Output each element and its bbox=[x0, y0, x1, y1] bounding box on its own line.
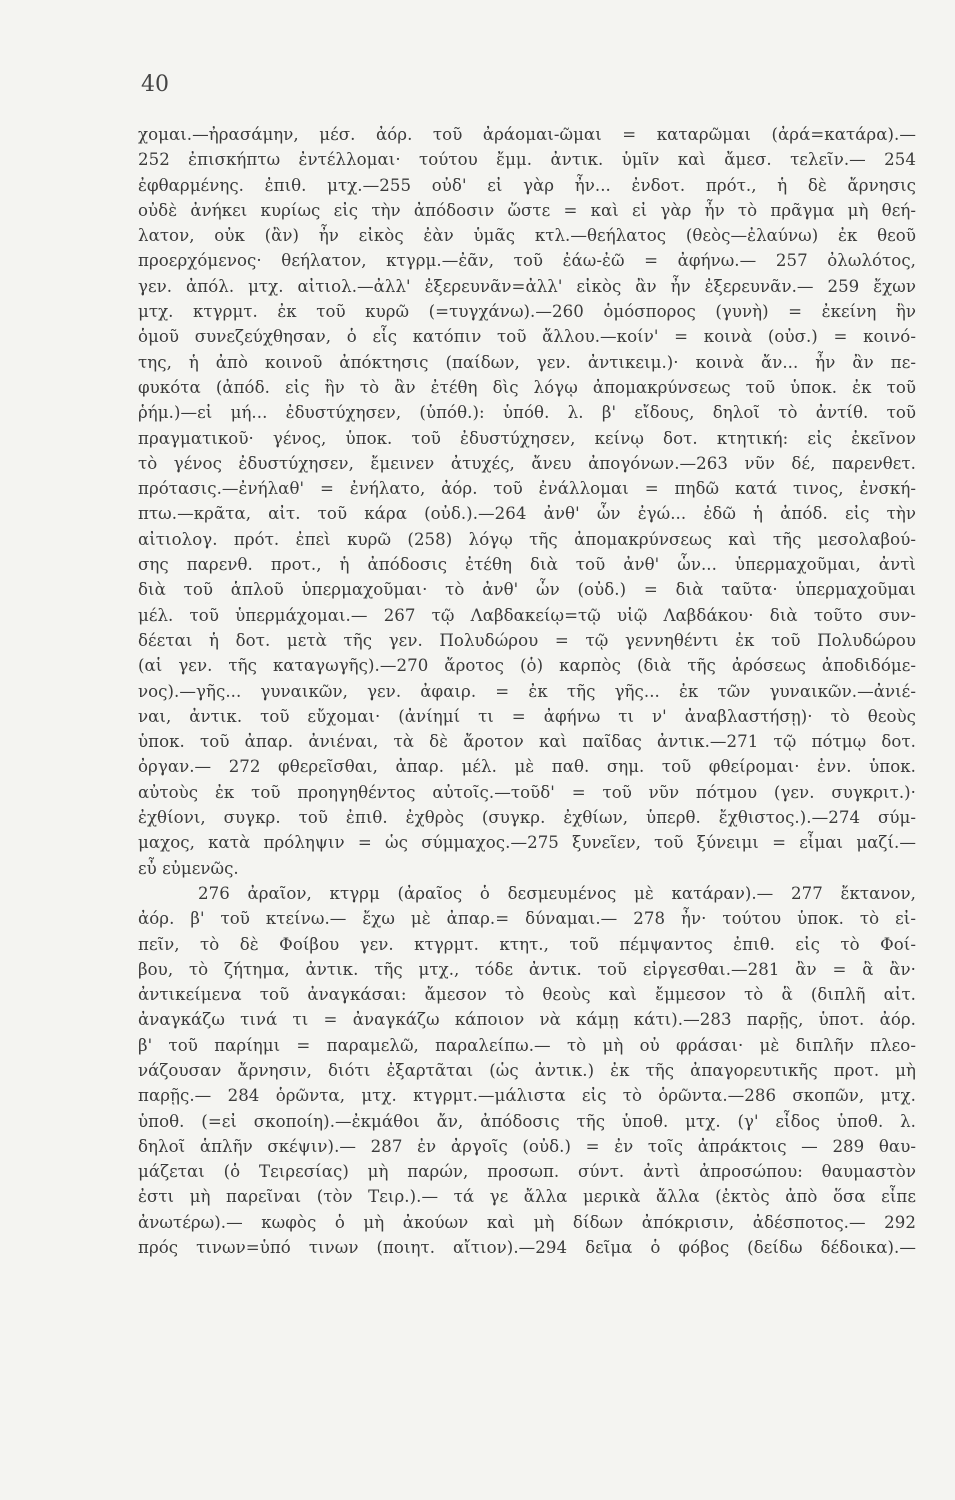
text-line: ὀργαν.— 272 φθερεῖσθαι, ἀπαρ. μέλ. μὲ παθ. σημ. τοῦ φθείρομαι· ἐνν. ὑποκ. bbox=[138, 757, 916, 777]
text-line: μτχ. κτγρμτ. ἐκ τοῦ κυρῶ (=τυγχάνω).—260 ὁμόσπορος (γυνὴ) = ἐκείνη ἣν bbox=[138, 302, 916, 322]
text-line: ἀόρ. β' τοῦ κτείνω.— ἔχω μὲ ἀπαρ.= δύναμαι.— 278 ἦν· τούτου ὑποκ. τὸ εἰ- bbox=[138, 909, 916, 929]
text-line: παρῇς.— 284 ὁρῶντα, μτχ. κτγρμτ.—μάλιστα εἰς τὸ ὁρῶντα.—286 σκοπῶν, μτχ. bbox=[138, 1086, 916, 1106]
text-line: (αἱ γεν. τῆς καταγωγῆς).—270 ἄροτος (ὁ) καρπὸς (διὰ τῆς ἀρόσεως ἀποδιδόμε- bbox=[138, 656, 916, 676]
text-line: β' τοῦ παρίημι = παραμελῶ, παραλείπω.— τὸ μὴ οὐ φράσαι· μὲ διπλῆν πλεο- bbox=[138, 1035, 916, 1055]
text-line: ἐχθίονι, συγκρ. τοῦ ἐπιθ. ἐχθρὸς (συγκρ. ἐχθίων, ὑπερθ. ἔχθιστος.).—274 σύμ- bbox=[138, 808, 916, 828]
text-line: αἰτιολογ. πρότ. ἐπεὶ κυρῶ (258) λόγῳ τῆς ἀπομακρύνσεως καὶ τῆς μεσολαβού- bbox=[138, 529, 916, 549]
text-line: νος).—γῆς... γυναικῶν, γεν. ἀφαιρ. = ἐκ τῆς γῆς... ἐκ τῶν γυναικῶν.—ἀνιέ- bbox=[138, 681, 916, 701]
text-line: τὸ γένος ἐδυστύχησεν, ἔμεινεν ἀτυχές, ἄνευ ἀπογόνων.—263 νῦν δέ, παρενθετ. bbox=[138, 453, 916, 473]
text-line: βου, τὸ ζήτημα, ἀντικ. τῆς μτχ., τόδε ἀντικ. τοῦ εἰργεσθαι.—281 ἂν = ἃ ἂν· bbox=[138, 959, 916, 979]
text-line: οὐδὲ ἀνήκει κυρίως εἰς τὴν ἀπόδοσιν ὥστε = καὶ εἰ γὰρ ἦν τὸ πρᾶγμα μὴ θεή- bbox=[138, 200, 916, 220]
text-line: ῥήμ.)—εἰ μή... ἐδυστύχησεν, (ὑπόθ.): ὑπόθ. λ. β' εἴδους, δηλοῖ τὸ ἀντίθ. τοῦ bbox=[138, 403, 916, 423]
text-line: ναι, ἀντικ. τοῦ εὔχομαι· (ἀνίημί τι = ἀφήνω τι ν' ἀναβλαστήσῃ)· τὸ θεοὺς bbox=[138, 706, 916, 726]
text-line: της, ἡ ἀπὸ κοινοῦ ἀπόκτησις (παίδων, γεν. ἀντικειμ.)· κοινὰ ἄν... ἦν ἂν πε- bbox=[138, 352, 916, 372]
text-line: πτω.—κρᾶτα, αἰτ. τοῦ κάρα (οὐδ.).—264 ἀνθ' ὧν ἐγώ... ἐδῶ ἡ ἀπόδ. εἰς τὴν bbox=[138, 504, 916, 524]
text-line: αὐτοὺς ἐκ τοῦ προηγηθέντος αὐτοῖς.—τοῦδ' = τοῦ νῦν πότμου (γεν. συγκριτ.)· bbox=[138, 782, 916, 802]
text-line: εὖ εὐμενῶς. bbox=[138, 858, 239, 878]
text-line: διὰ τοῦ ἁπλοῦ ὑπερμαχοῦμαι· τὸ ἀνθ' ὧν (οὐδ.) = διὰ ταῦτα· ὑπερμαχοῦμαι bbox=[138, 580, 916, 600]
commentary-text bbox=[138, 122, 916, 1260]
text-line: δέεται ἡ δοτ. μετὰ τῆς γεν. Πολυδώρου = τῷ γεννηθέντι ἐκ τοῦ Πολυδώρου bbox=[138, 630, 916, 650]
text-line: μέλ. τοῦ ὑπερμάχομαι.— 267 τῷ Λαβδακείῳ=τῷ υἱῷ Λαβδάκου· διὰ τοῦτο συν- bbox=[138, 605, 916, 625]
text-line: 252 ἐπισκήπτω ἐντέλλομαι· τούτου ἔμμ. ἀντικ. ὑμῖν καὶ ἄμεσ. τελεῖν.— 254 bbox=[138, 150, 916, 170]
text-line: μαχος, κατὰ πρόληψιν = ὡς σύμμαχος.—275 ξυνεῖεν, τοῦ ξύνειμι = εἶμαι μαζί.— bbox=[138, 833, 916, 853]
text-line: ὁμοῦ συνεζεύχθησαν, ὁ εἷς κατόπιν τοῦ ἄλλου.—κοίν' = κοινὰ (οὐσ.) = κοινό- bbox=[138, 327, 916, 347]
text-line: φυκότα (ἀπόδ. εἰς ἣν τὸ ἂν ἐτέθη δὶς λόγῳ ἀπομακρύνσεως τοῦ ὑποκ. ἐκ τοῦ bbox=[138, 377, 916, 397]
text-line: ἀναγκάζω τινά τι = ἀναγκάζω κάποιον νὰ κάμῃ κάτι).—283 παρῇς, ὑποτ. ἀόρ. bbox=[138, 1010, 916, 1030]
text-line: χομαι.—ἠρασάμην, μέσ. ἀόρ. τοῦ ἀράομαι-ῶμαι = καταρῶμαι (ἀρά=κατάρα).— bbox=[138, 125, 916, 144]
text-line: ἐστι μὴ παρεῖναι (τὸν Τειρ.).— τά γε ἄλλα μερικὰ ἄλλα (ἐκτὸς ἀπὸ ὅσα εἶπε bbox=[138, 1187, 916, 1207]
text-line: ὑποθ. (=εἰ σκοποίη).—ἐκμάθοι ἄν, ἀπόδοσις τῆς ὑποθ. μτχ. (γ' εἶδος ὑποθ. λ. bbox=[138, 1111, 916, 1131]
text-line: δηλοῖ ἁπλῆν σκέψιν).— 287 ἐν ἀργοῖς (οὐδ.) = ἐν τοῖς ἀπράκτοις — 289 θαυ- bbox=[138, 1136, 916, 1156]
text-line: ἐφθαρμένης. ἐπιθ. μτχ.—255 οὐδ' εἰ γὰρ ἦν... ἐνδοτ. πρότ., ἡ δὲ ἄρνησις bbox=[138, 175, 916, 195]
text-line: ἀνωτέρω).— κωφὸς ὁ μὴ ἀκούων καὶ μὴ δίδων ἀπόκρισιν, ἀδέσποτος.— 292 bbox=[138, 1212, 916, 1232]
text-line: μάζεται (ὁ Τειρεσίας) μὴ παρών, προσωπ. σύντ. ἀντὶ ἀπροσώπου: θαυμαστὸν bbox=[138, 1162, 916, 1182]
text-line: προερχόμενος· θεήλατον, κτγρμ.—ἐᾶν, τοῦ ἐάω-ἐῶ = ἀφήνω.— 257 ὀλωλότος, bbox=[138, 251, 916, 271]
text-line: ὑποκ. τοῦ ἀπαρ. ἀνιέναι, τὰ δὲ ἄροτον καὶ παῖδας ἀντικ.—271 τῷ πότμῳ δοτ. bbox=[138, 732, 916, 752]
text-line: γεν. ἀπόλ. μτχ. αἰτιολ.—ἀλλ' ἐξερευνᾶν=ἀλλ' εἰκὸς ἂν ἦν ἐξερευνᾶν.— 259 ἔχων bbox=[138, 276, 916, 296]
text-line: 276 ἀραῖον, κτγρμ (ἀραῖος ὁ δεσμευμένος μὲ κατάραν).— 277 ἔκτανον, bbox=[198, 883, 916, 903]
text-line: πραγματικοῦ· γένος, ὑποκ. τοῦ ἐδυστύχησεν, κείνῳ δοτ. κτητική: εἰς ἐκεῖνον bbox=[138, 428, 916, 448]
text-line: νάζουσαν ἄρνησιν, διότι ἐξαρτᾶται (ὡς ἀντικ.) ἐκ τῆς ἀπαγορευτικῆς προτ. μὴ bbox=[138, 1060, 916, 1080]
text-line: ἀντικείμενα τοῦ ἀναγκάσαι: ἄμεσον τὸ θεοὺς καὶ ἔμμεσον τὸ ἃ (διπλῆ αἰτ. bbox=[138, 985, 916, 1005]
text-line: λατον, οὐκ (ἂν) ἦν εἰκὸς ἐὰν ὑμᾶς κτλ.—θεήλατος (θεὸς—ἐλαύνω) ἐκ θεοῦ bbox=[138, 226, 916, 246]
text-line: πρότασις.—ἐνήλαθ' = ἐνήλατο, ἀόρ. τοῦ ἐνάλλομαι = πηδῶ κατά τινος, ἐνσκή- bbox=[138, 479, 916, 499]
text-line: σης παρενθ. προτ., ἡ ἀπόδοσις ἐτέθη διὰ τοῦ ἀνθ' ὧν... ὑπερμαχοῦμαι, ἀντὶ bbox=[138, 555, 916, 575]
text-line: πεῖν, τὸ δὲ Φοίβου γεν. κτγρμτ. κτητ., τοῦ πέμψαντος ἐπιθ. εἰς τὸ Φοί- bbox=[138, 934, 916, 954]
page-number: 40 bbox=[141, 72, 169, 97]
text-line: πρός τινων=ὑπό τινων (ποιητ. αἴτιον).—294 δεῖμα ὁ φόβος (δείδω δέδοικα).— bbox=[138, 1238, 916, 1258]
